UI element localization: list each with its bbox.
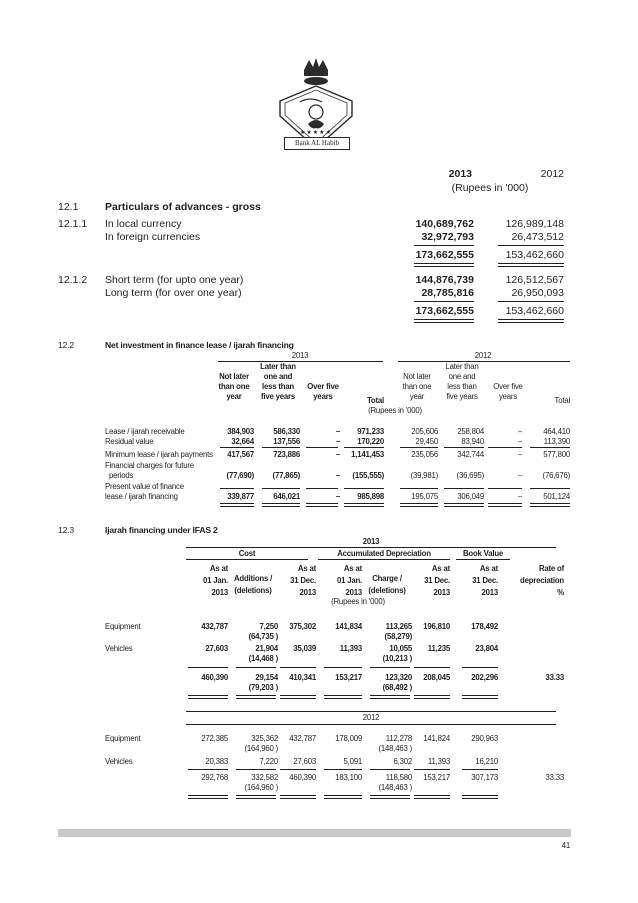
s121b-num: 12.1.2 — [58, 274, 88, 286]
double-rule — [220, 503, 254, 507]
s122-cell: (36,695) — [456, 471, 484, 480]
s122-num: 12.2 — [58, 340, 74, 350]
s123-cell: 375,302 — [289, 622, 316, 631]
s122-cell: 137,556 — [273, 437, 300, 446]
s122-title: Net investment in finance lease / ijarah financing — [105, 340, 294, 350]
s122-cell: (77,690) — [226, 471, 254, 480]
rule — [462, 667, 498, 668]
s123-col-header: As at 31 Dec. 2013 — [290, 564, 316, 597]
s123-cell: 29,154 — [255, 673, 278, 682]
s123-cell-deletion: (79,203 ) — [248, 683, 278, 692]
double-rule — [462, 795, 498, 799]
s123-cell: 292,768 — [201, 773, 228, 782]
double-rule — [306, 503, 338, 507]
rule — [306, 488, 338, 489]
s123-cell: 325,362 — [251, 734, 278, 743]
double-rule — [188, 695, 228, 699]
s123-cell: 153,217 — [335, 673, 362, 682]
s122-cell: 83,940 — [461, 437, 484, 446]
s122-h13-col: Total — [366, 396, 384, 405]
s122-cell: – — [335, 450, 340, 459]
rule — [188, 769, 228, 770]
s122-cell: 29,450 — [415, 437, 438, 446]
double-rule — [498, 319, 564, 323]
s122-h13-col: Over five years — [307, 382, 339, 401]
s122-cell: 306,049 — [457, 492, 484, 501]
s123-col-header: As at 01 Jan. 2013 — [202, 564, 228, 597]
s121b-row-v12: 26,950,093 — [511, 287, 564, 299]
rule — [188, 667, 228, 668]
rule — [236, 769, 276, 770]
rule — [400, 447, 438, 448]
s122-cell: – — [517, 450, 522, 459]
rule — [186, 547, 556, 548]
s123-cell: 11,393 — [427, 757, 450, 766]
s123-cell: 307,173 — [471, 773, 498, 782]
footer-bar — [58, 829, 571, 837]
s123-cell: 460,390 — [201, 673, 228, 682]
double-rule — [462, 695, 498, 699]
s123-cell: 432,787 — [289, 734, 316, 743]
s123-cell: 208,045 — [423, 673, 450, 682]
s122-cell: 205,606 — [411, 427, 438, 436]
s123-cell: 460,390 — [289, 773, 316, 782]
double-rule — [280, 695, 316, 699]
s123-cell: 432,787 — [201, 622, 228, 631]
s123-cell: 290,963 — [471, 734, 498, 743]
rule — [488, 447, 522, 448]
rule — [186, 711, 556, 712]
s121b-row-v13: 28,785,816 — [421, 287, 474, 299]
s123-cell: 332,582 — [251, 773, 278, 782]
s122-row-label: Minimum lease / ijarah payments — [105, 450, 213, 459]
s122-row-label: Residual value — [105, 437, 154, 446]
s121-row-label: In local currency — [105, 218, 182, 230]
s123-cell: 183,100 — [335, 773, 362, 782]
s123-cell-deletion: (148,463 ) — [378, 783, 412, 792]
logo-stars: ★★★★★ — [300, 130, 332, 136]
s123-cell: 21,904 — [255, 644, 278, 653]
rule — [324, 667, 362, 668]
s122-cell: – — [517, 427, 522, 436]
s123-col-header: Charge / (deletions) — [368, 574, 406, 595]
rule — [414, 667, 450, 668]
s122-row-label: Lease / ijarah receivable — [105, 427, 185, 436]
double-rule — [324, 795, 362, 799]
s122-year13: 2013 — [291, 351, 309, 360]
s123-cell: 16,210 — [475, 757, 498, 766]
double-rule — [324, 695, 362, 699]
rule — [344, 488, 384, 489]
s123-col-header: As at 01 Jan. 2013 — [336, 564, 362, 597]
s122-cell: 235,056 — [411, 450, 438, 459]
s122-cell: – — [517, 437, 522, 446]
s123-cell: 6,302 — [393, 757, 412, 766]
s123-cell: 112,278 — [385, 734, 412, 743]
s123-cell: 178,492 — [471, 622, 498, 631]
s123-cell: 27,603 — [205, 644, 228, 653]
double-rule — [370, 695, 410, 699]
s123-cell: 410,341 — [289, 673, 316, 682]
rule — [488, 488, 522, 489]
s123-cell-deletion: (64,735 ) — [248, 632, 278, 641]
rule — [414, 769, 450, 770]
rule — [370, 667, 410, 668]
s122-cell: 339,877 — [227, 492, 254, 501]
s121b-row-v12: 126,512,567 — [505, 274, 564, 286]
s122-cell: 1,141,453 — [351, 450, 384, 459]
s123-cell: 10,055 — [389, 644, 412, 653]
s123-col-header: As at 31 Dec. 2013 — [472, 564, 498, 597]
double-rule — [444, 503, 484, 507]
s122-cell: 113,390 — [543, 437, 570, 446]
s122-row-label: Financial charges for future — [105, 461, 194, 470]
s122-h12-col: Total — [554, 396, 570, 405]
s123-group-cost: Cost — [238, 549, 256, 558]
s122-cell: 723,886 — [273, 450, 300, 459]
s122-cell: – — [335, 437, 340, 446]
s121a-num: 12.1.1 — [58, 218, 88, 230]
double-rule — [236, 695, 276, 699]
s122-h13-col: Not later than one year — [218, 372, 250, 401]
s123-num: 12.3 — [58, 525, 74, 535]
s123-cell: 141,824 — [423, 734, 450, 743]
s122-cell: 417,567 — [227, 450, 254, 459]
s123-cell-deletion: (58,279) — [384, 632, 412, 641]
s122-h13-col: Later than one and less than five years — [260, 362, 296, 401]
s123-cell-deletion: (148,463 ) — [378, 744, 412, 753]
s123-cell-deletion: (164,960 ) — [244, 744, 278, 753]
s122-cell: 258,804 — [457, 427, 484, 436]
bank-logo — [276, 56, 356, 154]
s122-row-label: periods — [109, 471, 134, 480]
s123-col-header: Additions / (deletions) — [233, 574, 273, 595]
s122-h12-col: Not later than one year — [402, 372, 432, 401]
header-units: (Rupees in '000) — [451, 182, 529, 194]
s121-row-v13: 32,972,793 — [421, 231, 474, 243]
rule — [218, 361, 383, 362]
s121-row-label: In foreign currencies — [105, 231, 201, 243]
s121b-total13: 173,662,555 — [415, 305, 474, 317]
rule — [236, 667, 276, 668]
s123-cell-deletion: (10,213 ) — [382, 654, 412, 663]
rule — [414, 245, 474, 246]
s122-cell: 32,664 — [231, 437, 254, 446]
s123-group-dep: Accumulated Depreciation — [337, 549, 431, 558]
rule — [318, 559, 450, 560]
s121b-row-v13: 144,876,739 — [415, 274, 474, 286]
double-rule — [414, 795, 450, 799]
s122-cell: – — [335, 471, 340, 480]
s123-cell: 23,804 — [475, 644, 498, 653]
double-rule — [280, 795, 316, 799]
rule — [530, 447, 570, 448]
s123-cell: 7,220 — [259, 757, 278, 766]
s122-cell: 646,021 — [273, 492, 300, 501]
s121-row-v13: 140,689,762 — [415, 218, 474, 230]
s123-cell: 35,039 — [293, 644, 316, 653]
rule — [498, 245, 564, 246]
s123-cell: 5,091 — [343, 757, 362, 766]
rule — [414, 301, 474, 302]
s122-row-label: lease / ijarah financing — [105, 492, 178, 501]
s122-cell: 464,410 — [543, 427, 570, 436]
s123-cell: 20,383 — [205, 757, 228, 766]
s123-row-label: Vehicles — [105, 757, 133, 766]
s122-cell: (39,981) — [410, 471, 438, 480]
header-year-prior: 2012 — [540, 168, 564, 180]
double-rule — [414, 263, 474, 267]
s121-num: 12.1 — [58, 201, 79, 213]
s122-year12: 2012 — [474, 351, 492, 360]
s123-cell: 141,834 — [335, 622, 362, 631]
double-rule — [488, 503, 522, 507]
s121-total12: 153,462,660 — [505, 249, 564, 261]
s123-col-header: As at 31 Dec. 2013 — [424, 564, 450, 597]
rule — [400, 488, 438, 489]
s122-cell: 586,330 — [273, 427, 300, 436]
rule — [398, 361, 570, 362]
rule — [220, 488, 254, 489]
s123-group-bv: Book Value — [462, 549, 504, 558]
s123-title: Ijarah financing under IFAS 2 — [105, 525, 218, 535]
s122-cell: 195,075 — [411, 492, 438, 501]
rule — [370, 769, 410, 770]
double-rule — [414, 319, 474, 323]
s123-cell: 202,296 — [471, 673, 498, 682]
rule — [498, 301, 564, 302]
s122-cell: 985,898 — [357, 492, 384, 501]
s121b-row-label: Long term (for over one year) — [105, 287, 242, 299]
double-rule — [414, 695, 450, 699]
s122-h12-col: Over five years — [493, 382, 523, 401]
s123-cell: 153,217 — [423, 773, 450, 782]
s121-row-v12: 126,989,148 — [505, 218, 564, 230]
s123-cell: 178,009 — [335, 734, 362, 743]
rule — [186, 724, 556, 725]
s123-cell: 33.33 — [545, 773, 564, 782]
s122-cell: – — [517, 492, 522, 501]
s122-cell: 384,903 — [227, 427, 254, 436]
rule — [186, 559, 308, 560]
s123-row-label: Equipment — [105, 734, 141, 743]
header-year-current: 2013 — [448, 168, 472, 180]
rule — [456, 559, 510, 560]
double-rule — [262, 503, 300, 507]
s122-cell: (77,865) — [272, 471, 300, 480]
double-rule — [344, 503, 384, 507]
rule — [262, 488, 300, 489]
s123-cell: 11,393 — [339, 644, 362, 653]
double-rule — [530, 503, 570, 507]
rule — [344, 447, 384, 448]
s122-cell: (76,676) — [542, 471, 570, 480]
s122-cell: 170,220 — [357, 437, 384, 446]
s122-cell: 577,800 — [543, 450, 570, 459]
s122-cell: (155,555) — [352, 471, 384, 480]
s122-cell: – — [517, 471, 522, 480]
double-rule — [498, 263, 564, 267]
s123-cell: 27,603 — [293, 757, 316, 766]
rule — [306, 447, 338, 448]
s123-cell: 196,810 — [423, 622, 450, 631]
rule — [220, 447, 254, 448]
s123-cell: 272,385 — [201, 734, 228, 743]
s123-cell: 113,265 — [385, 622, 412, 631]
s123-row-label: Equipment — [105, 622, 141, 631]
rule — [462, 769, 498, 770]
double-rule — [370, 795, 410, 799]
rule — [262, 447, 300, 448]
s122-cell: 501,124 — [543, 492, 570, 501]
s122-row-label: Present value of finance — [105, 482, 184, 491]
s121b-row-label: Short term (for upto one year) — [105, 274, 244, 286]
s123-year13: 2013 — [362, 537, 380, 546]
s123-col-header: Rate of depreciation % — [520, 564, 564, 597]
double-rule — [188, 795, 228, 799]
s121-title: Particulars of advances - gross — [105, 201, 261, 213]
s123-cell-deletion: (164,960 ) — [244, 783, 278, 792]
rule — [530, 488, 570, 489]
s122-cell: 342,744 — [457, 450, 484, 459]
s123-year12: 2012 — [362, 713, 380, 722]
logo-text: Bank AL Habib — [284, 137, 350, 150]
page-number: 41 — [561, 841, 570, 850]
rule — [280, 769, 316, 770]
rule — [280, 667, 316, 668]
s123-cell: 123,320 — [385, 673, 412, 682]
s122-cell: – — [335, 427, 340, 436]
s122-h12-col: Later than one and less than five years — [445, 362, 479, 401]
s123-cell: 7,250 — [259, 622, 278, 631]
double-rule — [400, 503, 438, 507]
s121b-total12: 153,462,660 — [505, 305, 564, 317]
s123-row-label: Vehicles — [105, 644, 133, 653]
s122-cell: – — [335, 492, 340, 501]
rule — [444, 447, 484, 448]
s121-total13: 173,662,555 — [415, 249, 474, 261]
double-rule — [236, 795, 276, 799]
rule — [324, 769, 362, 770]
rule — [444, 488, 484, 489]
s123-cell: 33.33 — [545, 673, 564, 682]
s123-cell-deletion: (14,468 ) — [248, 654, 278, 663]
s122-units: (Rupees in '000) — [368, 406, 422, 415]
s123-units: (Rupees in '000) — [331, 597, 385, 606]
s123-cell: 11,235 — [427, 644, 450, 653]
s123-cell-deletion: (68,492 ) — [382, 683, 412, 692]
s122-cell: 971,233 — [357, 427, 384, 436]
s121-row-v12: 26,473,512 — [511, 231, 564, 243]
s123-cell: 118,580 — [385, 773, 412, 782]
